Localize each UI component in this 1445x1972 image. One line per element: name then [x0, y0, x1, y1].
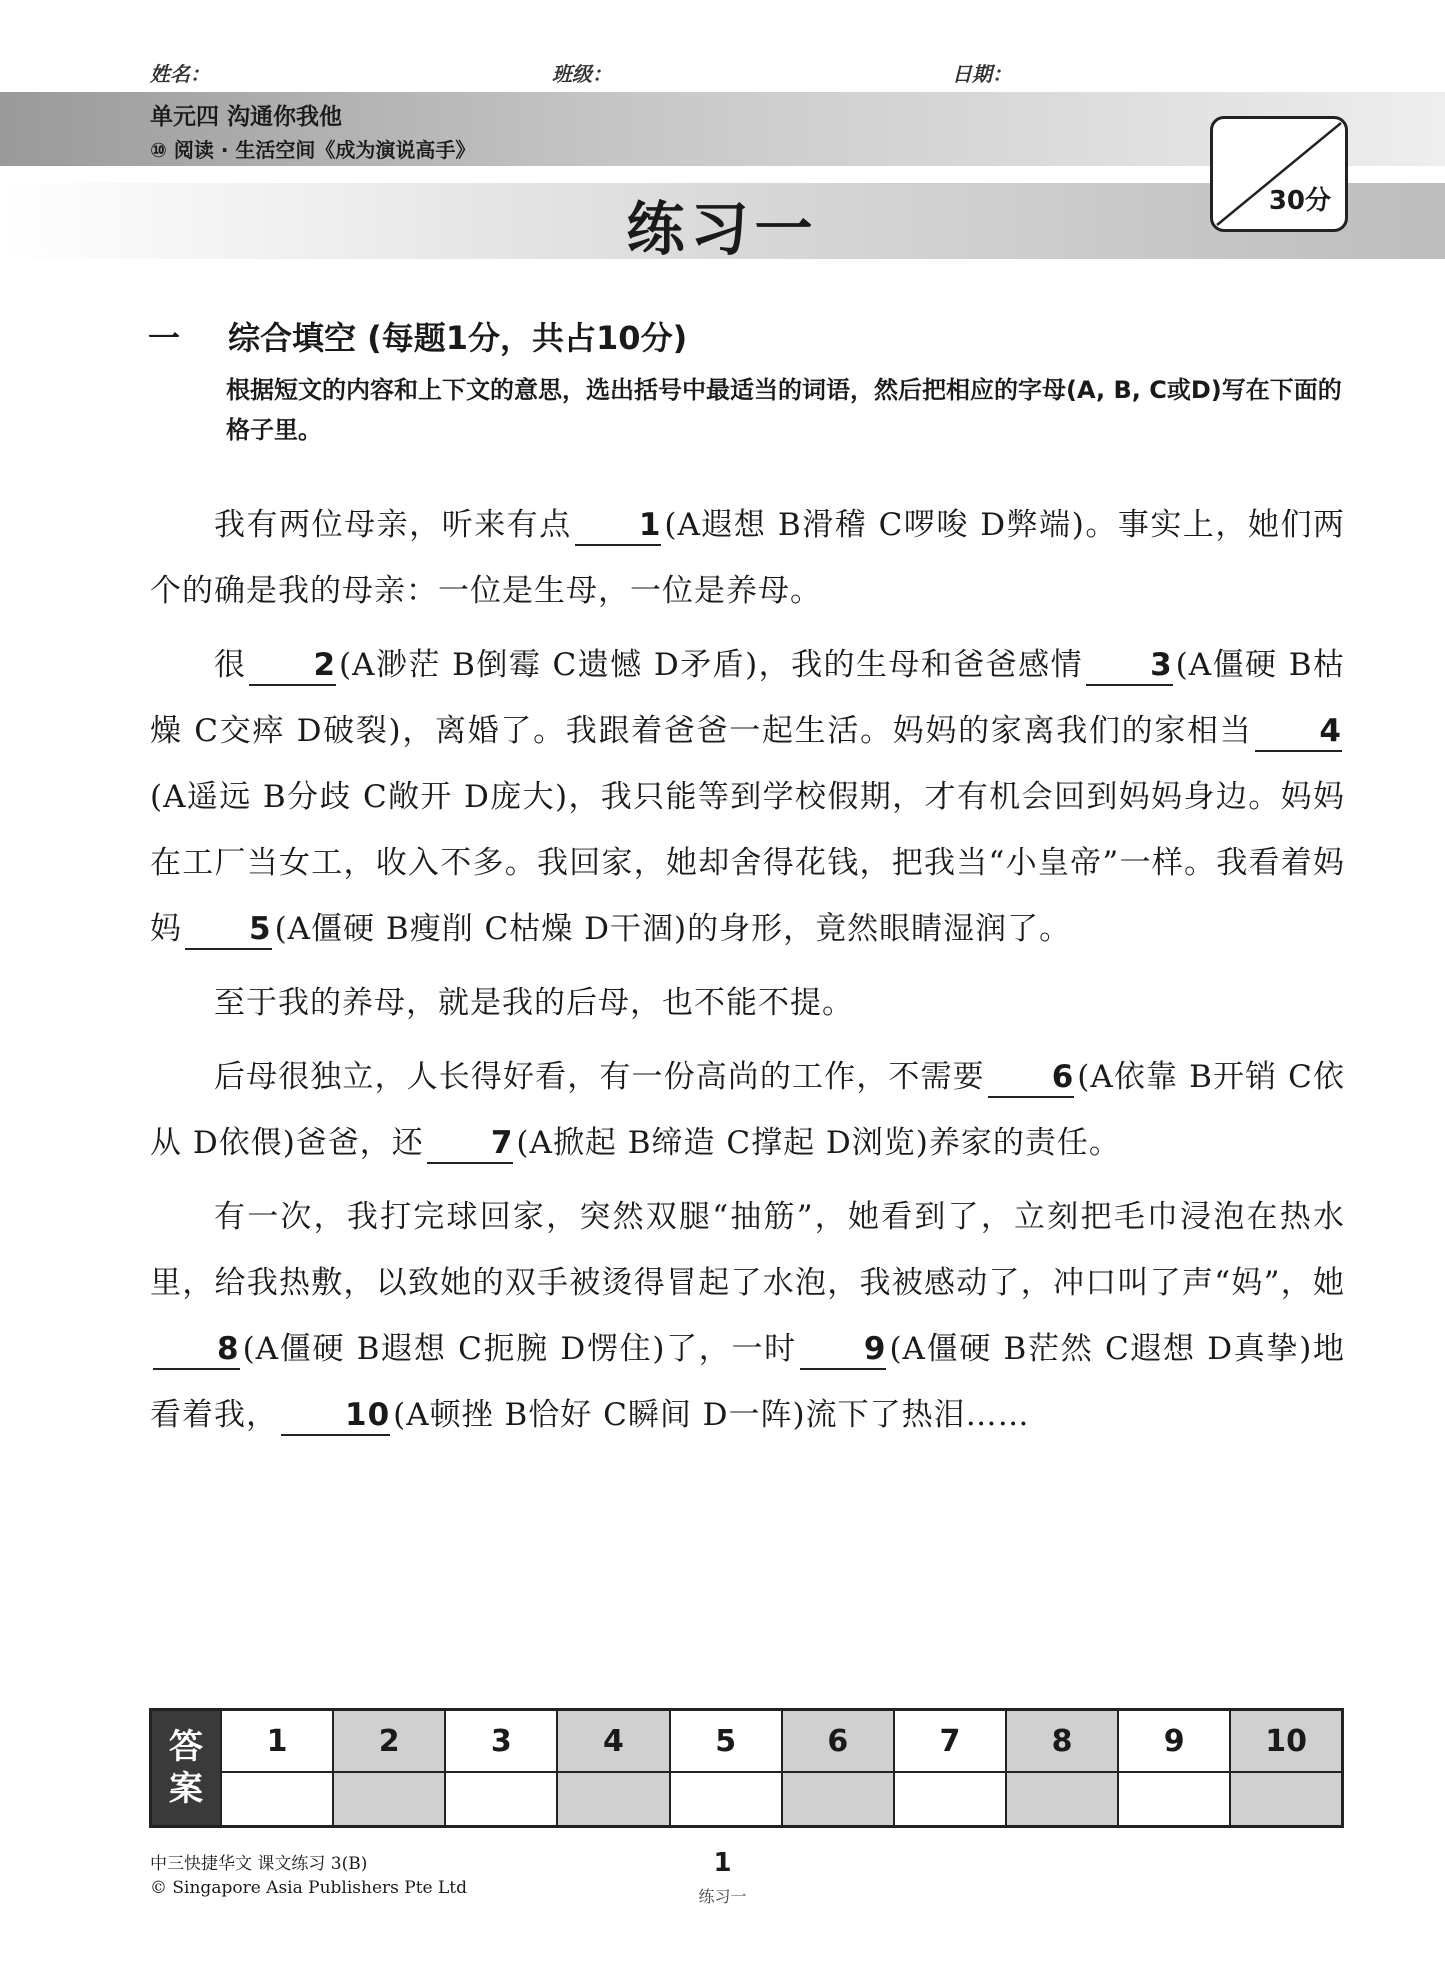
score-total: 30分: [1268, 186, 1331, 216]
passage-text: (A遐想 B滑稽 C啰唆 D弊端)。事实上，她们两个的确是我的母亲：一位是生母，一位是养母。: [150, 507, 1346, 609]
passage-text: 有一次，我打完球回家，突然双腿“抽筋”，她看到了，立刻把毛巾浸泡在热水里，给我热敷，以致她的双手被烫得冒起了水泡，我被感动了，冲口叫了声“妈”，她: [150, 1199, 1345, 1301]
passage-text: (A遥远 B分歧 C敞开 D庞大)，我只能等到学校假期，才有机会回到妈妈身边。妈妈在工厂当女工，收入不多。我回家，她却舍得花钱，把我当“小皇帝”一样。我看着妈妈: [150, 779, 1345, 947]
page-number: 1: [713, 1848, 732, 1878]
passage-text: (A顿挫 B恰好 C瞬间 D一阵)流下了热泪……: [393, 1397, 1030, 1433]
answer-label: 答案: [151, 1710, 222, 1827]
answer-col-header: 2: [333, 1710, 445, 1773]
date-label: 日期：: [952, 62, 1012, 86]
passage-text: (A掀起 B缔造 C撑起 D浏览)养家的责任。: [516, 1125, 1121, 1161]
name-label: 姓名：: [150, 62, 210, 86]
answer-cell-1[interactable]: [221, 1772, 333, 1827]
blank-3: 3: [1086, 646, 1173, 686]
passage-text: 我有两位母亲，听来有点: [214, 507, 572, 543]
answer-col-header: 3: [445, 1710, 557, 1773]
blank-9: 9: [800, 1330, 887, 1370]
section-heading: [148, 313, 687, 359]
answer-cell-4[interactable]: [557, 1772, 669, 1827]
answer-col-header: 6: [782, 1710, 894, 1773]
answer-col-header: 5: [670, 1710, 782, 1773]
answer-table: [149, 1708, 1344, 1828]
paragraph-2: [150, 632, 1345, 962]
passage-text: 很: [214, 647, 247, 683]
answer-cell-8[interactable]: [1006, 1772, 1118, 1827]
passage: [150, 492, 1345, 1456]
blank-7: 7: [427, 1124, 514, 1164]
passage-text: (A僵硬 B茫然 C遐想 D真挚)地看着我，: [150, 1331, 1345, 1433]
answer-cell-6[interactable]: [782, 1772, 894, 1827]
paragraph-3: 至于我的养母，就是我的后母，也不能不提。: [214, 985, 854, 1021]
answer-cell-9[interactable]: [1118, 1772, 1230, 1827]
footer-book-title: 中三快捷华文 课文练习 3(B): [150, 1854, 368, 1874]
blank-2: 2: [249, 646, 336, 686]
blank-5: 5: [185, 910, 272, 950]
exercise-title: 练习一: [626, 195, 819, 263]
passage-text: 后母很独立，人长得好看，有一份高尚的工作，不需要: [214, 1059, 985, 1095]
paragraph-4: [150, 1044, 1345, 1176]
class-label: 班级：: [552, 62, 612, 86]
blank-4: 4: [1255, 712, 1342, 752]
paragraph-5: [150, 1184, 1345, 1448]
blank-1: 1: [575, 506, 662, 546]
answer-cell-10[interactable]: [1230, 1772, 1342, 1827]
passage-text: (A依靠 B开销 C依从 D依偎)爸爸，还: [150, 1059, 1345, 1161]
answer-cell-3[interactable]: [445, 1772, 557, 1827]
answer-col-header: 1: [221, 1710, 333, 1773]
lesson-title: ⑩ 阅读 · 生活空间《成为演说高手》: [150, 138, 476, 162]
section-title: 综合填空 (每题1分，共占10分): [228, 319, 688, 357]
section-instruction: 根据短文的内容和上下文的意思，选出括号中最适当的词语，然后把相应的字母(A, B, C或D)写在下面的格子里。: [226, 376, 1342, 444]
answer-cell-5[interactable]: [670, 1772, 782, 1827]
answer-col-header: 7: [894, 1710, 1006, 1773]
score-box: [1210, 116, 1348, 232]
blank-6: 6: [988, 1058, 1075, 1098]
passage-text: (A僵硬 B枯燥 C交瘁 D破裂)，离婚了。我跟着爸爸一起生活。妈妈的家离我们的家相当: [150, 647, 1345, 749]
answer-col-header: 8: [1006, 1710, 1118, 1773]
blank-8: 8: [153, 1330, 240, 1370]
answer-col-header: 4: [557, 1710, 669, 1773]
answer-col-header: 10: [1230, 1710, 1342, 1773]
section-number: 一: [148, 319, 181, 357]
unit-title: 单元四 沟通你我他: [150, 104, 343, 130]
paragraph-1: [150, 492, 1345, 624]
footer-copyright: © Singapore Asia Publishers Pte Ltd: [150, 1878, 468, 1898]
passage-text: (A僵硬 B瘦削 C枯燥 D干涸)的身形，竟然眼睛湿润了。: [274, 911, 1072, 947]
answer-cell-7[interactable]: [894, 1772, 1006, 1827]
answer-col-header: 9: [1118, 1710, 1230, 1773]
student-info-row: [0, 58, 1445, 90]
passage-text: (A僵硬 B遐想 C扼腕 D愣住)了，一时: [242, 1331, 797, 1367]
blank-10: 10: [281, 1396, 390, 1436]
passage-text: (A渺茫 B倒霉 C遗憾 D矛盾)，我的生母和爸爸感情: [339, 647, 1084, 683]
page-label: 练习一: [698, 1887, 747, 1906]
answer-cell-2[interactable]: [333, 1772, 445, 1827]
